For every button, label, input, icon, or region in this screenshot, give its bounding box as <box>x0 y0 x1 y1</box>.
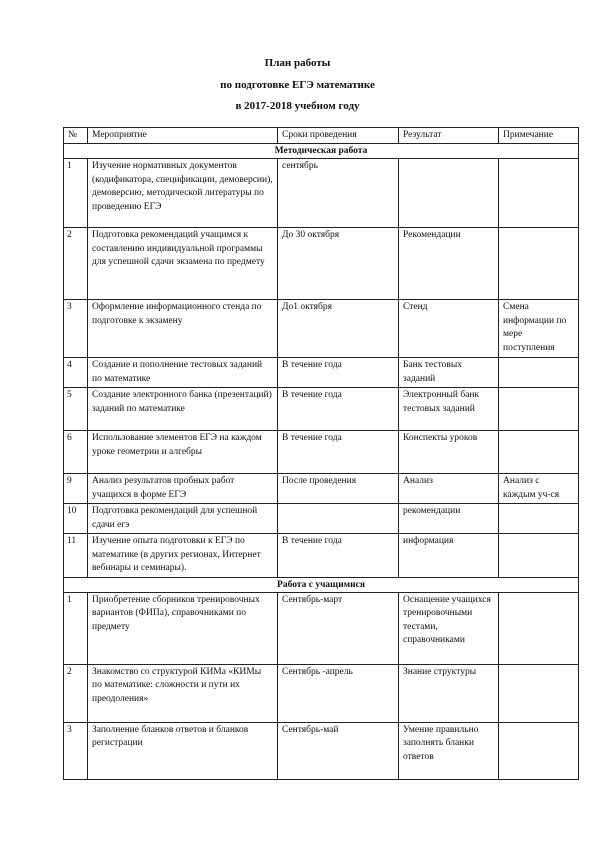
term-cell: В течение года <box>278 431 399 474</box>
term-cell: сентябрь <box>278 159 399 228</box>
event-cell: Приобретение сборников тренировочных вариантов (ФИПа), справочниками по предмету <box>88 592 278 664</box>
table-row <box>64 300 579 358</box>
result-cell: Стенд <box>399 300 499 358</box>
event-cell: Подготовка рекомендаций учащимся к составлению индивидуальной программы для успешной сдачи экзамена по предмету <box>88 228 278 300</box>
result-cell: Рекомендации <box>399 228 499 300</box>
row-number-cell: 3 <box>64 722 88 779</box>
header-term: Сроки проведения <box>278 128 399 144</box>
table-row <box>64 431 579 474</box>
document-title-line-2: по подготовке ЕГЭ математике <box>220 79 375 91</box>
note-cell <box>499 722 579 779</box>
table-row <box>64 159 579 228</box>
table-row <box>64 664 579 722</box>
note-cell <box>499 431 579 474</box>
result-cell <box>399 159 499 228</box>
note-cell: Смена информации по мере поступления <box>499 300 579 358</box>
table-row <box>64 722 579 779</box>
term-cell: Сентябрь -апрель <box>278 664 399 722</box>
row-number-cell: 4 <box>64 358 88 388</box>
header-number: № <box>64 128 88 144</box>
row-number-cell: 6 <box>64 431 88 474</box>
row-number-cell: 1 <box>64 592 88 664</box>
table-row <box>64 228 579 300</box>
table-row <box>64 474 579 504</box>
table-body <box>64 144 579 780</box>
row-number-cell: 9 <box>64 474 88 504</box>
event-cell: Создание и пополнение тестовых заданий по математике <box>88 358 278 388</box>
note-cell <box>499 228 579 300</box>
term-cell: Сентябрь-март <box>278 592 399 664</box>
event-cell: Знакомство со структурой КИМа «КИМы по математике: сложности и пути их преодоления» <box>88 664 278 722</box>
term-cell: До 30 октября <box>278 228 399 300</box>
section-title: Методическая работа <box>64 144 579 159</box>
result-cell: информация <box>399 534 499 578</box>
result-cell: Конспекты уроков <box>399 431 499 474</box>
table-row <box>64 534 579 578</box>
event-cell: Заполнение бланков ответов и бланков регистрации <box>88 722 278 779</box>
table-row <box>64 358 579 388</box>
note-cell <box>499 592 579 664</box>
row-number-cell: 2 <box>64 664 88 722</box>
event-cell: Изучение нормативных документов (кодификатора, спецификации, демоверсии), демоверсию, методической литературы по проведению ЕГЭ <box>88 159 278 228</box>
header-event: Мероприятие <box>88 128 278 144</box>
header-note: Примечание <box>499 128 579 144</box>
table-header-row <box>64 128 579 144</box>
event-cell: Изучение опыта подготовки к ЕГЭ по математике (в других регионах, Интернет вебинары и семинары). <box>88 534 278 578</box>
table-row <box>64 504 579 534</box>
note-cell: Анализ с каждым уч-ся <box>499 474 579 504</box>
row-number-cell: 1 <box>64 159 88 228</box>
result-cell: Электронный банк тестовых заданий <box>399 388 499 431</box>
event-cell: Анализ результатов пробных работ учащихся в форме ЕГЭ <box>88 474 278 504</box>
note-cell <box>499 358 579 388</box>
result-cell: рекомендации <box>399 504 499 534</box>
table-row <box>64 388 579 431</box>
section-title: Работа с учащимися <box>64 577 579 592</box>
term-cell: В течение года <box>278 534 399 578</box>
note-cell <box>499 504 579 534</box>
term-cell: До1 октября <box>278 300 399 358</box>
result-cell: Знание структуры <box>399 664 499 722</box>
note-cell <box>499 534 579 578</box>
section-row <box>64 144 579 159</box>
document-title-line-1: План работы <box>264 57 331 69</box>
term-cell: Сентябрь-май <box>278 722 399 779</box>
row-number-cell: 11 <box>64 534 88 578</box>
result-cell: Анализ <box>399 474 499 504</box>
note-cell <box>499 664 579 722</box>
result-cell: Умение правильно заполнять бланки ответов <box>399 722 499 779</box>
term-cell <box>278 504 399 534</box>
term-cell: В течение года <box>278 358 399 388</box>
term-cell: После проведения <box>278 474 399 504</box>
document-title-line-3: в 2017-2018 учебном году <box>235 100 360 112</box>
row-number-cell: 2 <box>64 228 88 300</box>
table-row <box>64 592 579 664</box>
term-cell: В течение года <box>278 388 399 431</box>
result-cell: Банк тестовых заданий <box>399 358 499 388</box>
event-cell: Создание электронного банка (презентаций) заданий по математике <box>88 388 278 431</box>
result-cell: Оснащение учащихся тренировочными тестами, справочниками <box>399 592 499 664</box>
row-number-cell: 3 <box>64 300 88 358</box>
note-cell <box>499 159 579 228</box>
row-number-cell: 10 <box>64 504 88 534</box>
note-cell <box>499 388 579 431</box>
event-cell: Подготовка рекомендаций для успешной сдачи егэ <box>88 504 278 534</box>
section-row <box>64 577 579 592</box>
work-plan-table <box>63 127 579 780</box>
header-result: Результат <box>399 128 499 144</box>
event-cell: Оформление информационного стенда по подготовке к экзамену <box>88 300 278 358</box>
row-number-cell: 5 <box>64 388 88 431</box>
event-cell: Использование элементов ЕГЭ на каждом уроке геометрии и алгебры <box>88 431 278 474</box>
